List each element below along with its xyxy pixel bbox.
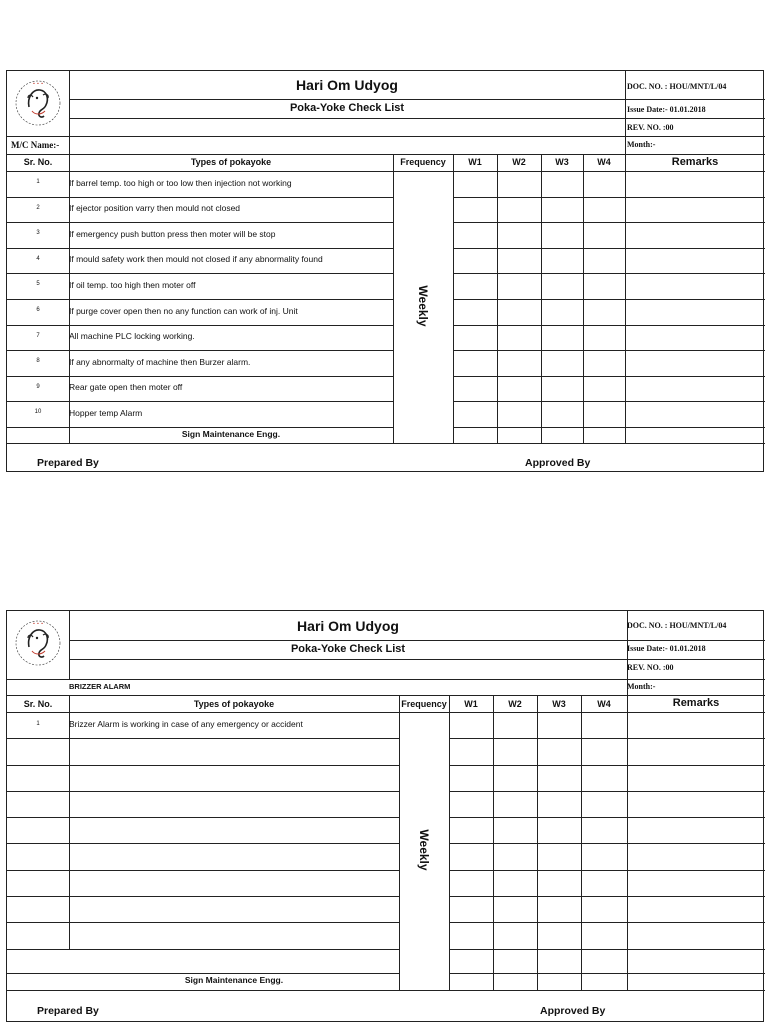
col-sr-no: Sr. No. [23,699,53,709]
col-frequency: Frequency [401,699,447,709]
row-text: If oil temp. too high then moter off [69,280,196,290]
doc-number: DOC. NO. : HOU/MNT/L/04 [627,621,727,630]
row-text: All machine PLC locking working. [69,331,195,341]
sign-maintenance-engg: Sign Maintenance Engg. [184,975,284,985]
revision-number: REV. NO. :00 [627,663,674,672]
ganesha-logo-icon [13,617,63,669]
row-sr: 6 [36,307,40,313]
revision-number: REV. NO. :00 [627,123,674,132]
row-sr: 1 [36,721,40,727]
row-text: Rear gate open then moter off [69,382,183,392]
col-w3: W3 [552,699,566,709]
row-sr: 9 [36,384,40,390]
month-label: Month:- [627,682,656,691]
ganesha-logo-icon [13,77,63,129]
row-text: If barrel temp. too high or too low then injection not working [69,178,292,188]
frequency-value: Weekly [417,829,431,871]
row-sr: 8 [36,358,40,364]
row-sr: 5 [36,281,40,287]
svg-text:• • •: • • • [32,82,44,87]
col-remarks: Remarks [671,156,719,168]
month-label: Month:- [627,140,656,149]
issue-date: Issue Date:- 01.01.2018 [627,105,706,114]
row-sr: 7 [36,333,40,339]
row-sr: 1 [36,179,40,185]
col-w1: W1 [468,157,482,167]
frequency-value: Weekly [416,285,430,327]
row-text: If purge cover open then no any function can work of inj. Unit [69,306,298,316]
prepared-by: Prepared By [37,457,99,469]
row-sr: 2 [36,205,40,211]
row-sr: 10 [34,409,42,415]
col-w4: W4 [597,157,611,167]
checklist-sheet-2 [6,610,764,1022]
svg-text:• • •: • • • [32,622,44,627]
company-name: Hari Om Udyog [296,77,398,93]
row-text: If mould safety work then mould not closed if any abnormality found [69,254,323,264]
row-sr: 3 [36,230,40,236]
col-types: Types of pokayoke [193,699,275,709]
col-types: Types of pokayoke [190,157,272,167]
col-w2: W2 [508,699,522,709]
row-text: Hopper temp Alarm [69,408,143,418]
approved-by: Approved By [525,457,591,469]
sign-maintenance-engg: Sign Maintenance Engg. [181,429,281,439]
col-frequency: Frequency [400,157,446,167]
checklist-title: Poka-Yoke Check List [290,643,406,655]
machine-name-label: M/C Name:- [11,140,60,150]
row-text: If any abnormalty of machine then Burzer alarm. [69,357,251,367]
row-text: If ejector position varry then mould not closed [69,203,241,213]
checklist-title: Poka-Yoke Check List [289,102,405,114]
col-w1: W1 [464,699,478,709]
checklist-sheet-1 [6,70,764,472]
col-remarks: Remarks [672,697,720,709]
col-sr-no: Sr. No. [23,157,53,167]
row-text: If emergency push button press then moter will be stop [69,229,276,239]
col-w2: W2 [512,157,526,167]
issue-date: Issue Date:- 01.01.2018 [627,644,706,653]
col-w4: W4 [597,699,611,709]
machine-name-label: BRIZZER ALARM [69,682,131,691]
doc-number: DOC. NO. : HOU/MNT/L/04 [627,82,727,91]
approved-by: Approved By [540,1005,606,1017]
col-w3: W3 [555,157,569,167]
company-name: Hari Om Udyog [297,618,399,634]
row-sr: 4 [36,256,40,262]
prepared-by: Prepared By [37,1005,99,1017]
row-text: Brizzer Alarm is working in case of any emergency or accident [69,719,303,729]
